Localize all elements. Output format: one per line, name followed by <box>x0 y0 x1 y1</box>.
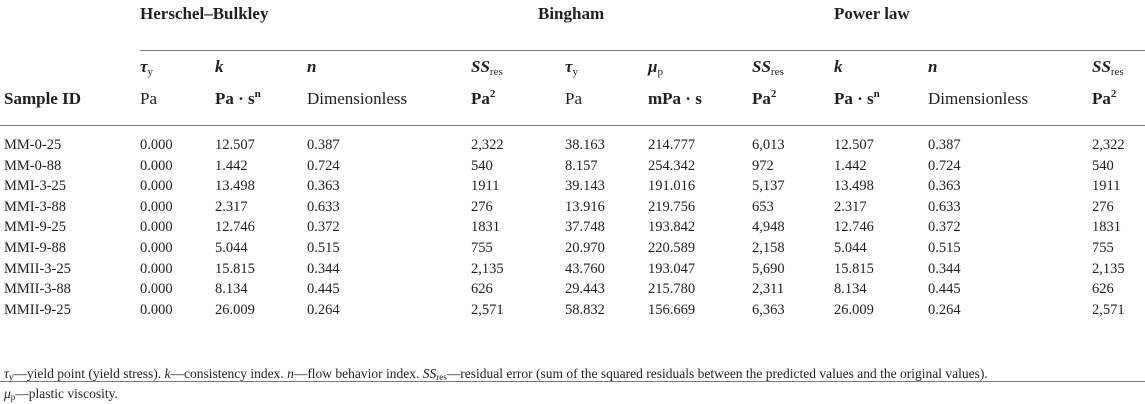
group-header-power-law: Power law <box>834 4 910 23</box>
hb-k-cell: 26.009 <box>215 301 255 318</box>
hb-tau-cell: 0.000 <box>140 281 173 298</box>
sample-id-cell: MMI-9-88 <box>4 240 67 256</box>
bingham-ss-cell: 4,948 <box>752 219 785 236</box>
power-ss-cell: 276 <box>1092 198 1114 215</box>
bingham-ss-cell: 5,690 <box>752 260 785 277</box>
power-k-cell: 8.134 <box>834 281 867 298</box>
sample-id-cell: MM-0-25 <box>4 137 62 153</box>
sample-id-cell: MMI-3-88 <box>4 198 67 215</box>
power-ss-cell: 540 <box>1092 157 1114 174</box>
power-k-cell: 12.507 <box>834 137 874 153</box>
bingham-mu-cell: 193.047 <box>648 260 696 277</box>
sample-id-cell: MMII-3-25 <box>4 260 71 277</box>
power-n-cell: 0.387 <box>928 137 961 153</box>
hb-k-cell: 15.815 <box>215 260 255 277</box>
group-header-herschel-bulkley: Herschel–Bulkley <box>140 4 269 23</box>
hb-tau-symbol: τy <box>140 57 154 78</box>
bingham-tau-cell: 39.143 <box>565 178 605 195</box>
hb-ss-cell: 626 <box>471 281 493 298</box>
bingham-ss-cell: 2,158 <box>752 240 785 256</box>
power-ss-cell: 2,322 <box>1092 137 1125 153</box>
bingham-tau-unit: Pa <box>565 89 582 108</box>
bingham-ss-unit: Pa$^2$ <box>752 88 777 108</box>
power-n-cell: 0.724 <box>928 157 961 174</box>
hb-tau-cell: 0.000 <box>140 137 173 153</box>
hb-ss-cell: 2,322 <box>471 137 504 153</box>
hb-k-cell: 12.746 <box>215 219 255 236</box>
power-k-cell: 1.442 <box>834 157 867 174</box>
group-header-bingham: Bingham <box>538 4 605 23</box>
hb-n-cell: 0.445 <box>307 281 340 298</box>
hb-tau-unit: Pa <box>140 89 157 108</box>
hb-k-cell: 1.442 <box>215 157 248 174</box>
power-k-cell: 26.009 <box>834 301 874 318</box>
power-ss-symbol: SSres <box>1092 57 1124 78</box>
bingham-tau-cell: 43.760 <box>565 260 605 277</box>
power-ss-cell: 1911 <box>1092 178 1121 195</box>
hb-ss-cell: 2,571 <box>471 301 504 318</box>
hb-tau-cell: 0.000 <box>140 157 173 174</box>
bingham-ss-cell: 5,137 <box>752 178 785 195</box>
bingham-tau-cell: 58.832 <box>565 301 605 318</box>
hb-n-symbol: n <box>307 57 317 76</box>
hb-k-cell: 12.507 <box>215 137 255 153</box>
power-n-cell: 0.633 <box>928 198 961 215</box>
sample-id-cell: MMI-9-25 <box>4 219 67 236</box>
header-bottom-rule <box>0 125 1145 126</box>
hb-ss-symbol: SSres <box>471 57 503 78</box>
power-k-unit: $Pa \cdot s^n$ <box>834 88 880 108</box>
hb-k-cell: 2.317 <box>215 198 248 215</box>
power-ss-unit: Pa$^2$ <box>1092 88 1117 108</box>
bingham-tau-cell: 20.970 <box>565 240 605 256</box>
bingham-ss-symbol: SSres <box>752 57 784 78</box>
power-k-symbol: k <box>834 57 843 76</box>
bingham-mu-cell: 193.842 <box>648 219 696 236</box>
power-ss-cell: 1831 <box>1092 219 1121 236</box>
hb-n-cell: 0.633 <box>307 198 340 215</box>
hb-ss-unit: Pa$^2$ <box>471 88 496 108</box>
bingham-ss-cell: 972 <box>752 157 774 174</box>
sample-id-cell: MMII-3-88 <box>4 281 71 298</box>
power-k-cell: 13.498 <box>834 178 874 195</box>
sample-id-header: Sample ID <box>4 89 81 108</box>
hb-tau-cell: 0.000 <box>140 260 173 277</box>
footnote-line-2: μp—plastic viscosity. <box>4 386 118 402</box>
power-k-cell: 2.317 <box>834 198 867 215</box>
bingham-ss-cell: 2,311 <box>752 281 785 298</box>
bingham-mu-cell: 214.777 <box>648 137 696 153</box>
power-n-cell: 0.344 <box>928 260 961 277</box>
hb-n-unit: Dimensionless <box>307 89 408 108</box>
power-k-cell: 15.815 <box>834 260 874 277</box>
power-n-unit: Dimensionless <box>928 89 1029 108</box>
bingham-mu-cell: 220.589 <box>648 240 696 256</box>
hb-ss-cell: 276 <box>471 198 493 215</box>
hb-n-cell: 0.363 <box>307 178 340 195</box>
hb-tau-cell: 0.000 <box>140 219 173 236</box>
hb-tau-cell: 0.000 <box>140 198 173 215</box>
power-n-cell: 0.363 <box>928 178 961 195</box>
power-n-cell: 0.515 <box>928 240 961 256</box>
bingham-tau-cell: 13.916 <box>565 198 605 215</box>
hb-tau-cell: 0.000 <box>140 301 173 318</box>
hb-ss-cell: 1911 <box>471 178 500 195</box>
bingham-tau-cell: 29.443 <box>565 281 605 298</box>
bingham-ss-cell: 653 <box>752 198 774 215</box>
bingham-mu-cell: 191.016 <box>648 178 696 195</box>
bingham-mu-unit: mPa · s <box>648 89 702 108</box>
hb-n-cell: 0.264 <box>307 301 340 318</box>
hb-ss-cell: 1831 <box>471 219 500 236</box>
power-ss-cell: 2,571 <box>1092 301 1125 318</box>
bingham-ss-cell: 6,363 <box>752 301 785 318</box>
hb-k-cell: 13.498 <box>215 178 255 195</box>
power-k-cell: 12.746 <box>834 219 874 236</box>
sample-id-cell: MM-0-88 <box>4 157 62 174</box>
power-n-cell: 0.372 <box>928 219 961 236</box>
bingham-ss-cell: 6,013 <box>752 137 785 153</box>
power-ss-cell: 2,135 <box>1092 260 1125 277</box>
hb-n-cell: 0.372 <box>307 219 340 236</box>
hb-tau-cell: 0.000 <box>140 178 173 195</box>
hb-ss-cell: 755 <box>471 240 493 256</box>
bingham-tau-symbol: τy <box>565 57 579 78</box>
hb-n-cell: 0.724 <box>307 157 340 174</box>
sample-id-cell: MMI-3-25 <box>4 178 67 195</box>
sample-id-cell: MMII-9-25 <box>4 301 71 318</box>
power-ss-cell: 755 <box>1092 240 1114 256</box>
bingham-mu-cell: 156.669 <box>648 301 696 318</box>
bingham-mu-cell: 215.780 <box>648 281 696 298</box>
power-ss-cell: 626 <box>1092 281 1114 298</box>
bingham-mu-cell: 219.756 <box>648 198 696 215</box>
hb-n-cell: 0.387 <box>307 137 340 153</box>
bingham-mu-cell: 254.342 <box>648 157 696 174</box>
hb-tau-cell: 0.000 <box>140 240 173 256</box>
bingham-tau-cell: 38.163 <box>565 137 605 153</box>
hb-ss-cell: 2,135 <box>471 260 504 277</box>
hb-k-cell: 8.134 <box>215 281 248 298</box>
bingham-tau-cell: 8.157 <box>565 157 598 174</box>
bingham-tau-cell: 37.748 <box>565 219 605 236</box>
group-underline-rule <box>140 50 1145 51</box>
hb-n-cell: 0.515 <box>307 240 340 256</box>
power-n-cell: 0.264 <box>928 301 961 318</box>
hb-k-cell: 5.044 <box>215 240 248 256</box>
bingham-mu-symbol: μp <box>648 57 663 78</box>
hb-k-unit: $Pa \cdot s^n$ <box>215 88 261 108</box>
footnote-line-1: τy—yield point (yield stress). k—consistency index. n—flow behavior index. SSres—residual error (sum of the squared residuals between the predicted values and the original values). <box>4 366 988 382</box>
hb-k-symbol: k <box>215 57 224 76</box>
power-n-symbol: n <box>928 57 938 76</box>
power-k-cell: 5.044 <box>834 240 867 256</box>
power-n-cell: 0.445 <box>928 281 961 298</box>
hb-n-cell: 0.344 <box>307 260 340 277</box>
hb-ss-cell: 540 <box>471 157 493 174</box>
